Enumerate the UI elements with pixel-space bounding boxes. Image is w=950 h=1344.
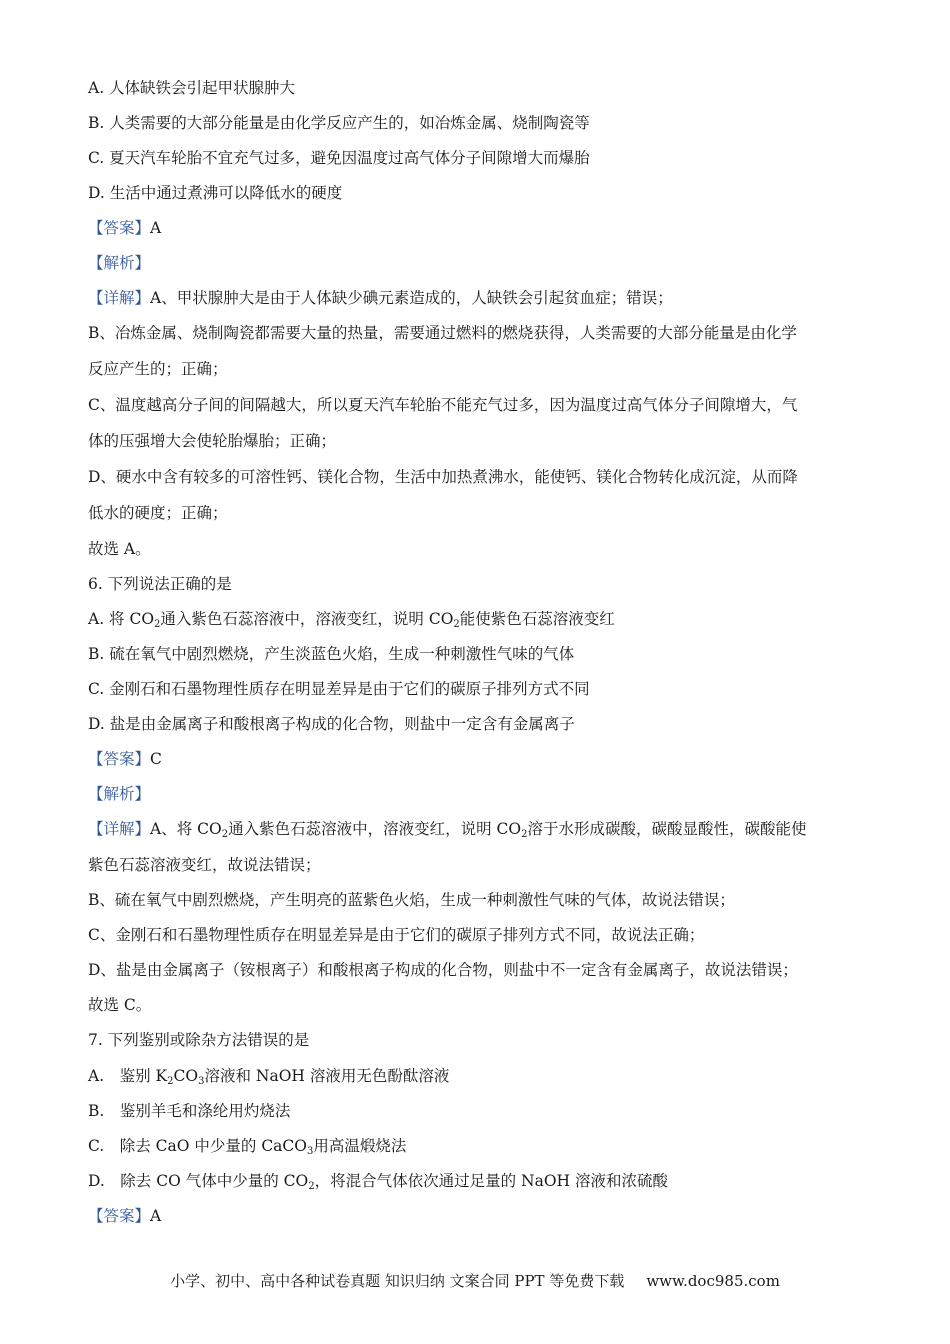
text-fragment: A、将 CO [150,820,222,838]
q7-option-a [88,1066,860,1086]
q5-conclusion: 故选 A。 [88,540,151,558]
q7-option-d [88,1171,860,1191]
footer-url[interactable]: www.doc985.com [646,1272,780,1290]
text-fragment: 溶液和 NaOH 溶液用无色酚酞溶液 [204,1067,450,1085]
q5-option-a: A. 人体缺铁会引起甲状腺肿大 [88,79,296,97]
footer-text: 小学、初中、高中各种试卷真题 知识归纳 文案合同 PPT 等免费下载 [170,1272,625,1290]
q5-detail-a [88,288,860,308]
q6-answer [88,749,860,769]
q7-stem: 7. 下列鉴别或除杂方法错误的是 [88,1031,310,1049]
text-fragment: 通入紫色石蕊溶液中，溶液变红，说明 CO [160,610,454,628]
q6-detail-a-line2: 紫色石蕊溶液变红，故说法错误； [88,856,321,874]
subscript: 2 [167,1076,174,1087]
q5-analysis [88,253,860,273]
answer-value: A [150,1207,162,1225]
answer-tag: 【答案】 [88,219,151,237]
q6-option-c: C. 金刚石和石墨物理性质存在明显差异是由于它们的碳原子排列方式不同 [88,680,590,698]
subscript: 3 [307,1146,314,1157]
page-footer [0,1270,950,1291]
analysis-tag: 【解析】 [88,254,151,272]
answer-value: C [150,750,162,768]
analysis-tag: 【解析】 [88,785,151,803]
q5-detail-b-line1: B、冶炼金属、烧制陶瓷都需要大量的热量，需要通过燃料的燃烧获得，人类需要的大部分能量是由化学 [88,324,797,342]
text-fragment: ，将混合气体依次通过足量的 NaOH 溶液和浓硫酸 [314,1172,668,1190]
detail-text: A、甲状腺肿大是由于人体缺少碘元素造成的，人缺铁会引起贫血症；错误； [150,289,673,307]
subscript: 2 [521,829,528,840]
q6-detail-d: D、盐是由金属离子（铵根离子）和酸根离子构成的化合物，则盐中不一定含有金属离子，故说法错误； [88,961,798,979]
answer-tag: 【答案】 [88,1207,151,1225]
subscript: 2 [154,619,161,630]
q6-conclusion: 故选 C。 [88,996,152,1014]
text-fragment: CO [173,1067,199,1085]
subscript: 2 [221,829,229,840]
q5-detail-d-line2: 低水的硬度；正确； [88,504,228,522]
q6-detail-b: B、硫在氧气中剧烈燃烧，产生明亮的蓝紫色火焰，生成一种刺激性气味的气体，故说法错误； [88,891,735,909]
subscript: 2 [308,1181,315,1192]
text-fragment: 用高温煅烧法 [313,1137,407,1155]
subscript: 2 [453,619,460,630]
answer-tag: 【答案】 [88,750,151,768]
q7-answer [88,1206,860,1226]
text-fragment: C. 除去 CaO 中少量的 CaCO [88,1137,307,1155]
q5-detail-d-line1: D、硬水中含有较多的可溶性钙、镁化合物，生活中加热煮沸水，能使钙、镁化合物转化成沉淀，从而降 [88,468,798,486]
text-fragment: 能使紫色石蕊溶液变红 [459,610,615,628]
answer-value: A [150,219,162,237]
q6-stem: 6. 下列说法正确的是 [88,575,232,593]
q6-analysis [88,784,860,804]
text-fragment: 通入紫色石蕊溶液中，溶液变红，说明 CO [228,820,522,838]
q6-detail-a-line1 [88,819,860,839]
text-fragment: A. 将 CO [88,610,155,628]
q6-option-d: D. 盐是由金属离子和酸根离子构成的化合物，则盐中一定含有金属离子 [88,715,575,733]
q5-option-d: D. 生活中通过煮沸可以降低水的硬度 [88,184,343,202]
q5-detail-c-line1: C、温度越高分子间的间隔越大，所以夏天汽车轮胎不能充气过多，因为温度过高气体分子间隙增大，气 [88,396,798,414]
q6-option-a [88,609,860,629]
q5-answer [88,218,860,238]
detail-tag: 【详解】 [88,820,151,838]
q5-option-c: C. 夏天汽车轮胎不宜充气过多，避免因温度过高气体分子间隙增大而爆胎 [88,149,590,167]
q6-option-b: B. 硫在氧气中剧烈燃烧，产生淡蓝色火焰，生成一种刺激性气味的气体 [88,645,575,663]
q5-detail-b-line2: 反应产生的；正确； [88,360,228,378]
text-fragment: 溶于水形成碳酸，碳酸显酸性，碳酸能使 [527,820,807,838]
subscript: 3 [198,1076,205,1087]
q7-option-c [88,1136,860,1156]
text-fragment: A. 鉴别 K [88,1067,168,1085]
q7-option-b: B. 鉴别羊毛和涤纶用灼烧法 [88,1102,291,1120]
q6-detail-c: C、金刚石和石墨物理性质存在明显差异是由于它们的碳原子排列方式不同，故说法正确； [88,926,705,944]
q5-option-b: B. 人类需要的大部分能量是由化学反应产生的，如冶炼金属、烧制陶瓷等 [88,114,590,132]
q5-detail-c-line2: 体的压强增大会使轮胎爆胎；正确； [88,432,337,450]
text-fragment: D. 除去 CO 气体中少量的 CO [88,1172,309,1190]
detail-tag: 【详解】 [88,289,151,307]
